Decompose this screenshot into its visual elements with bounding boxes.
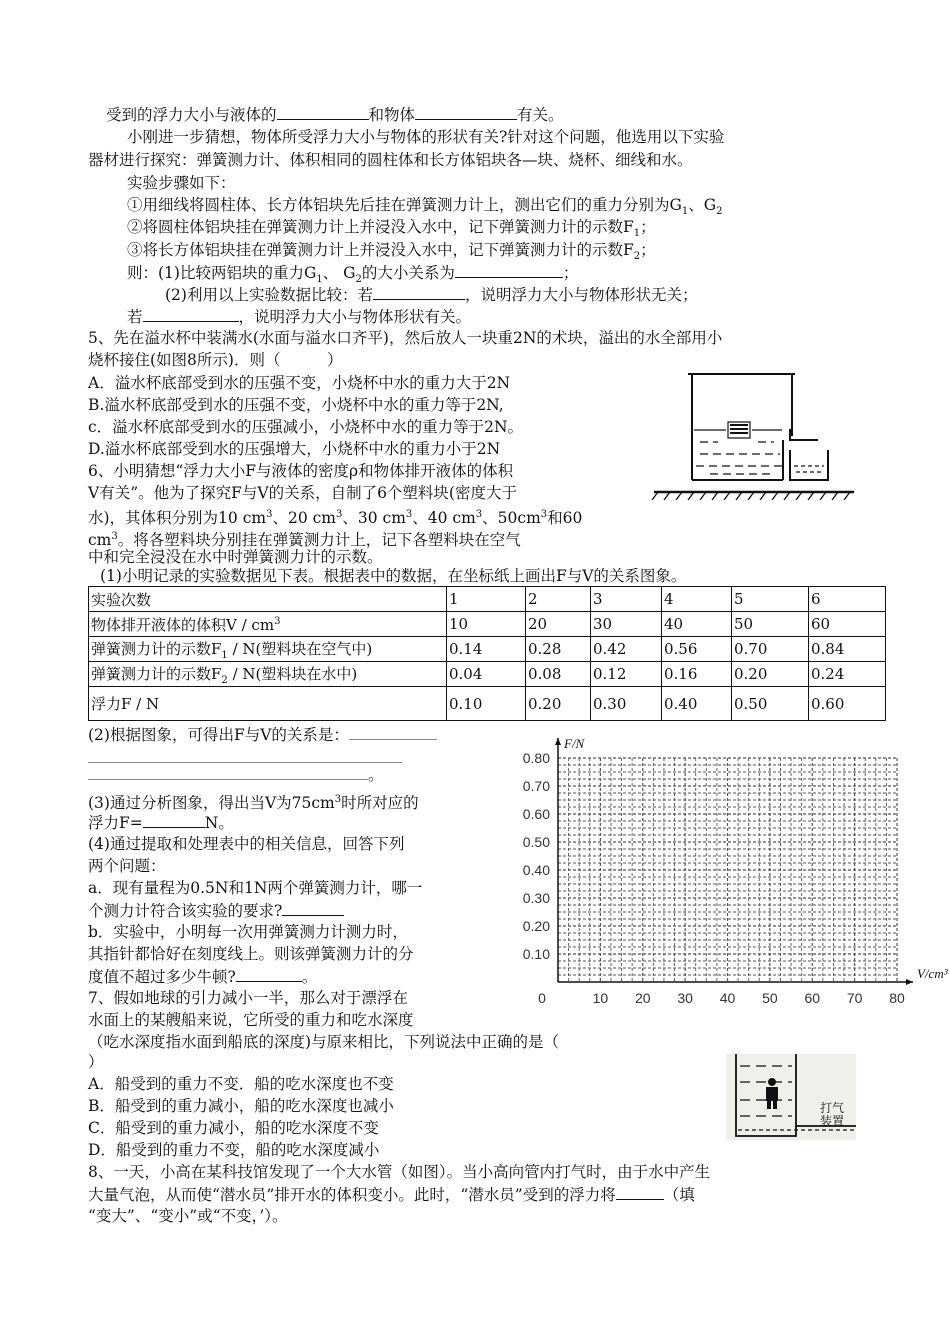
q4-para2-line1: 小刚进一步猜想，物体所受浮力大小与物体的形状有关?针对这个问题，他选用以下实验 bbox=[127, 128, 725, 146]
blank[interactable] bbox=[143, 306, 239, 322]
q7-stem-line4: ） bbox=[88, 1053, 104, 1071]
table-row bbox=[89, 612, 886, 637]
x-tick-label: 0 bbox=[538, 990, 546, 1006]
q8-line2: 大量气泡，从而使“潜水员”排开水的体积变小。此时，“潜水员”受到的浮力将 （填 bbox=[88, 1186, 695, 1204]
f-v-graph[interactable] bbox=[500, 728, 950, 1028]
q6-stem-line3: 水)，其体积分别为10 $cm^3$、20 $cm^3$、30 $cm^3$、40 $cm^3$、$50cm^3$和60 bbox=[88, 509, 583, 528]
x-tick-label: 50 bbox=[762, 990, 778, 1006]
x-tick-label: 80 bbox=[889, 990, 905, 1006]
table-row bbox=[89, 687, 886, 721]
q4-step1: ①用细线将圆柱体、长方体铝块先后挂在弹簧测力计上，测出它们的重力分别为$G_1$、$G_2$ bbox=[127, 196, 723, 218]
q6-part4b-line3: 度值不超过多少牛顿? 。 bbox=[88, 968, 318, 986]
table-cell: 0.14 bbox=[447, 637, 526, 662]
table-cell: 3 bbox=[591, 587, 662, 612]
q7-option-a[interactable]: A．船受到的重力不变．船的吃水深度也不变 bbox=[88, 1075, 394, 1093]
y-tick-label: 0.30 bbox=[522, 890, 550, 906]
y-tick-label: 0.80 bbox=[522, 750, 550, 766]
q7-stem-line1: 7、假如地球的引力减小一半，那么对于漂浮在 bbox=[88, 989, 408, 1007]
q6-stem-line2: V有关”。他为了探究F与V的关系，自制了6个塑料块(密度大于 bbox=[88, 484, 517, 502]
x-tick-label: 20 bbox=[634, 990, 651, 1006]
table-cell: 6 bbox=[809, 587, 886, 612]
table-row-label: 物体排开液体的体积V / $cm^3$ bbox=[89, 612, 447, 637]
blank[interactable] bbox=[616, 1184, 664, 1200]
y-axis-label: F/N bbox=[564, 736, 585, 751]
q6-part2-end: 。 bbox=[88, 764, 384, 785]
table-cell: 50 bbox=[732, 612, 809, 637]
table-cell: 0.30 bbox=[591, 687, 662, 721]
q6-stem-line5: 中和完全浸没在水中时弹簧测力计的示数。 bbox=[88, 548, 383, 566]
overflow-cup-figure bbox=[650, 368, 860, 500]
table-row-label: 浮力F / N bbox=[89, 687, 447, 721]
q6-part4a-line1: a．现有量程为0.5N和1N两个弹簧测力计，哪一 bbox=[88, 879, 423, 897]
table-cell: 10 bbox=[447, 612, 526, 637]
q6-part4-line2: 两个问题： bbox=[88, 857, 166, 875]
table-cell: 30 bbox=[591, 612, 662, 637]
table-cell: 0.12 bbox=[591, 662, 662, 687]
q7-option-d[interactable]: D．船受到的重力不变，船的吃水深度减小 bbox=[88, 1141, 380, 1159]
y-tick-label: 0.50 bbox=[522, 834, 550, 850]
q6-part2: (2)根据图象，可得出F与V的关系是： bbox=[88, 724, 437, 745]
x-tick-label: 10 bbox=[592, 990, 609, 1006]
table-cell: 0.50 bbox=[732, 687, 809, 721]
x-axis-arrow bbox=[906, 979, 913, 985]
table-cell: 0.70 bbox=[732, 637, 809, 662]
q6-stem-line1: 6、小明猜想“浮力大小F与液体的密度ρ和物体排开液体的体积 bbox=[88, 462, 514, 480]
q5-option-a[interactable]: A．溢水杯底部受到水的压强不变，小烧杯中水的重力大于2N bbox=[88, 374, 511, 392]
q5-option-c[interactable]: c．溢水杯底部受到水的压强减小，小烧杯中水的重力等于2N。 bbox=[88, 418, 524, 436]
blank[interactable] bbox=[277, 104, 369, 120]
q7-stem-line2: 水面上的某艘船来说，它所受的重力和吃水深度 bbox=[88, 1011, 414, 1029]
table-header-row bbox=[89, 587, 886, 612]
q6-part3-line2: 浮力F= N。 bbox=[88, 814, 234, 832]
blank[interactable] bbox=[143, 812, 205, 828]
x-tick-label: 70 bbox=[846, 990, 863, 1006]
q6-part4b-line2: 其指针都恰好在刻度线上。则该弹簧测力计的分 bbox=[88, 945, 414, 963]
q7-stem-line3: （吃水深度指水面到船底的深度)与原来相比，下列说法中正确的是（ bbox=[88, 1033, 560, 1051]
table-cell: 5 bbox=[732, 587, 809, 612]
q5-stem-line1: 5、先在溢水杯中装满水(水面与溢水口齐平)，然后放人一块重2N的术块，溢出的水全部用小 bbox=[88, 329, 723, 347]
table-cell: 60 bbox=[809, 612, 886, 637]
q4-conclusion3: 若 ，说明浮力大小与物体形状有关。 bbox=[127, 308, 472, 326]
q8-line3: “变大”、“变小”或“不变，’）。 bbox=[88, 1207, 288, 1225]
blank[interactable] bbox=[282, 900, 344, 916]
q4-line1: 受到的浮力大小与液体的 和物体 有关。 bbox=[106, 106, 564, 124]
y-tick-label: 0.20 bbox=[522, 918, 550, 934]
x-tick-label: 30 bbox=[677, 990, 693, 1006]
q5-option-d[interactable]: D.溢水杯底部受到水的压强增大，小烧杯中水的重力小于2N bbox=[88, 440, 501, 458]
q4-steps-title: 实验步骤如下： bbox=[127, 174, 236, 192]
blank[interactable] bbox=[373, 284, 465, 300]
table-cell: 0.20 bbox=[732, 662, 809, 687]
q6-part4a-line2: 个测力计符合该实验的要求? bbox=[88, 900, 344, 921]
q7-option-b[interactable]: B．船受到的重力减小，船的吃水深度也减小 bbox=[88, 1097, 394, 1115]
table-cell: 0.42 bbox=[591, 637, 662, 662]
q5-option-b[interactable]: B.溢水杯底部受到水的压强不变，小烧杯中水的重力等于2N, bbox=[88, 396, 504, 414]
table-row bbox=[89, 637, 886, 662]
blank[interactable] bbox=[88, 764, 368, 780]
table-cell: 0.56 bbox=[662, 637, 732, 662]
q4-conclusion1: 则：(1)比较两铝块的重力$G_1$、 $G_2$的大小关系为 ； bbox=[127, 264, 579, 286]
table-cell: 0.40 bbox=[662, 687, 732, 721]
blank[interactable] bbox=[236, 966, 302, 982]
table-cell: 2 bbox=[526, 587, 591, 612]
table-cell: 0.28 bbox=[526, 637, 591, 662]
y-axis-arrow bbox=[555, 738, 561, 745]
table-cell: 0.10 bbox=[447, 687, 526, 721]
q5-stem-line2: 烧杯接住(如图8所示)．则（ ） bbox=[88, 351, 343, 369]
table-cell: 0.20 bbox=[526, 687, 591, 721]
q6-part3-line1: (3)通过分析图象，得出当V为$75cm^3$时所对应的 bbox=[88, 794, 419, 813]
q6-part4-line1: (4)通过提取和处理表中的相关信息，回答下列 bbox=[88, 835, 405, 853]
data-table bbox=[88, 586, 886, 721]
x-axis-label: V/cm³ bbox=[917, 966, 948, 981]
table-cell: 4 bbox=[662, 587, 732, 612]
y-tick-label: 0.40 bbox=[522, 862, 550, 878]
y-tick-label: 0.10 bbox=[522, 946, 550, 962]
table-row-label: 弹簧测力计的示数$F_1 / N$(塑料块在空气中) bbox=[89, 637, 447, 662]
x-tick-label: 60 bbox=[804, 990, 821, 1006]
q4-para2-line2: 器材进行探究：弹簧测力计、体积相同的圆柱体和长方体铝块各—块、烧杯、细线和水。 bbox=[88, 151, 693, 169]
table-cell: 1 bbox=[447, 587, 526, 612]
pump-label: 打气 装置 bbox=[820, 1101, 845, 1128]
table-row-label: 弹簧测力计的示数$F_2 / N$(塑料块在水中) bbox=[89, 662, 447, 687]
table-row bbox=[89, 662, 886, 687]
y-tick-label: 0.60 bbox=[522, 806, 550, 822]
q8-line1: 8、一天，小高在某科技馆发现了一个大水管（如图）。当小高向管内打气时，由于水中产生 bbox=[88, 1163, 711, 1181]
q4-step3: ③将长方体铝块挂在弹簧测力计上并浸没入水中，记下弹簧测力计的示数$F_2$； bbox=[127, 241, 656, 263]
table-cell: 0.84 bbox=[809, 637, 886, 662]
blank[interactable] bbox=[455, 262, 563, 278]
table-cell: 0.16 bbox=[662, 662, 732, 687]
table-cell: 实验次数 bbox=[89, 587, 447, 612]
table-cell: 0.24 bbox=[809, 662, 886, 687]
y-tick-label: 0.70 bbox=[522, 778, 550, 794]
diver-icon bbox=[766, 1078, 778, 1109]
table-cell: 0.04 bbox=[447, 662, 526, 687]
q6-part4b-line1: b．实验中，小明每一次用弹簧测力计测力时， bbox=[88, 923, 408, 941]
x-tick-label: 40 bbox=[719, 990, 736, 1006]
q6-stem-line4: $cm^3$。将各塑料块分别挂在弹簧测力计上，记下各塑料块在空气 bbox=[88, 531, 521, 550]
blank[interactable] bbox=[349, 724, 437, 740]
table-cell: 20 bbox=[526, 612, 591, 637]
q6-part1: (1)小明记录的实验数据见下表。根据表中的数据，在坐标纸上画出F与V的关系图象。 bbox=[100, 567, 687, 585]
table-cell: 0.60 bbox=[809, 687, 886, 721]
q7-option-c[interactable]: C．船受到的重力减小，船的吃水深度不变 bbox=[88, 1119, 379, 1137]
water-pipe-figure bbox=[726, 1054, 856, 1140]
blank[interactable] bbox=[415, 104, 517, 120]
blank-line[interactable] bbox=[88, 744, 402, 763]
table-cell: 40 bbox=[662, 612, 732, 637]
q4-step2: ②将圆柱体铝块挂在弹簧测力计上并浸没入水中，记下弹簧测力计的示数$F_1$； bbox=[127, 218, 656, 240]
table-cell: 0.08 bbox=[526, 662, 591, 687]
q4-conclusion2: (2)利用以上实验数据比较：若 ，说明浮力大小与物体形状无关； bbox=[165, 286, 698, 304]
